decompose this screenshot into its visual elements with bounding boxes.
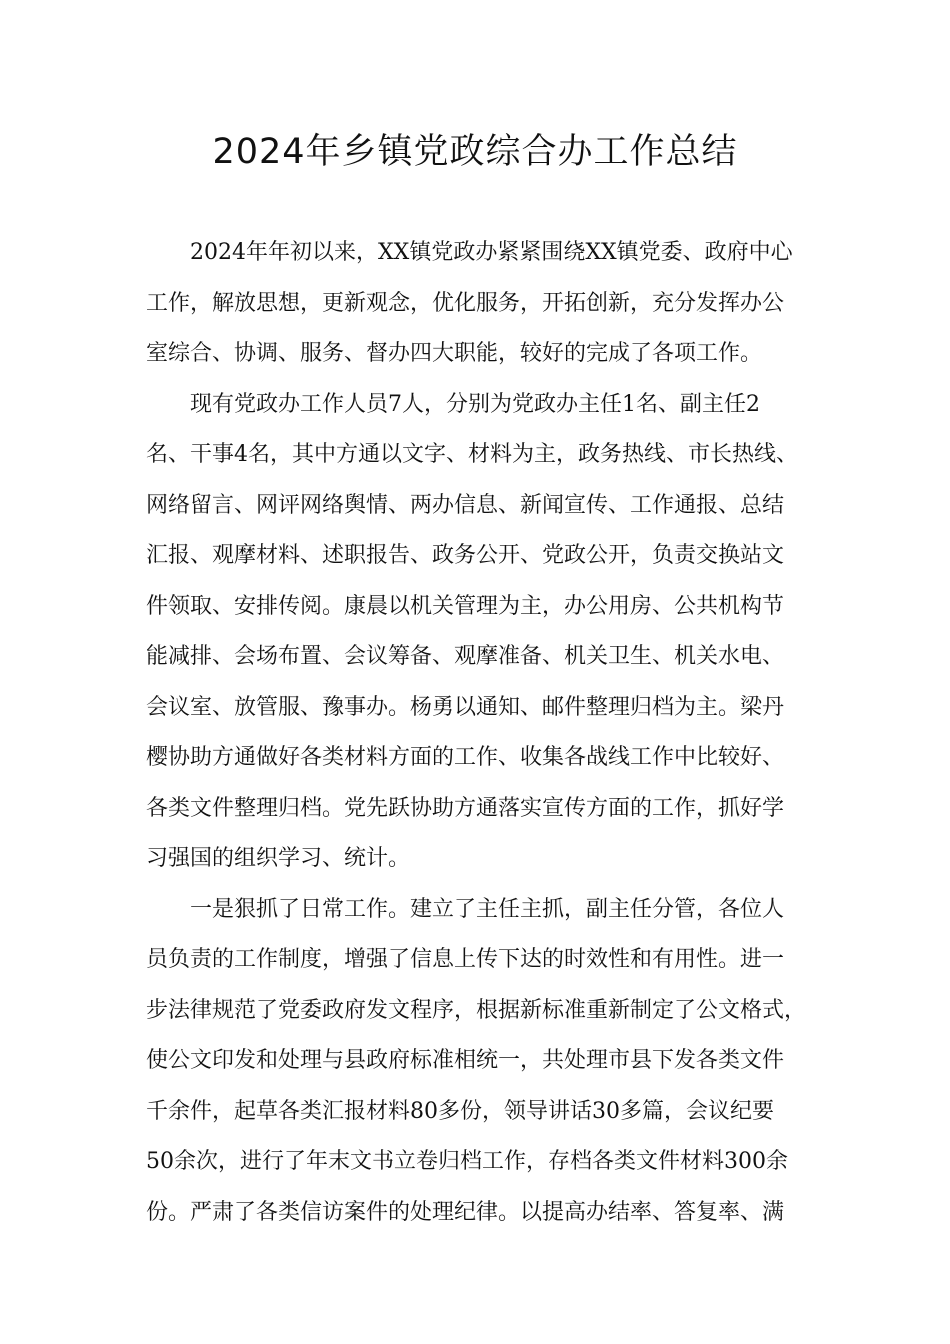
paragraph-line: 一是狠抓了日常工作。建立了主任主抓，副主任分管，各位人 — [190, 896, 785, 922]
document-body — [146, 228, 826, 1238]
paragraph-line: 能减排、会场布置、会议筹备、观摩准备、机关卫生、机关水电、 — [146, 644, 785, 669]
paragraph-staff — [146, 380, 826, 885]
paragraph-line: 现有党政办工作人员7人，分别为党政办主任1名、副主任2 — [190, 391, 760, 417]
paragraph-line: 网络留言、网评网络舆情、两办信息、新闻宣传、工作通报、总结 — [146, 492, 785, 518]
paragraph-line: 习强国的组织学习、统计。 — [146, 846, 411, 871]
paragraph-line: 名、干事4名，其中方通以文字、材料为主，政务热线、市长热线、 — [146, 442, 798, 467]
paragraph-line: 千余件，起草各类汇报材料80多份，领导讲话30多篇，会议纪要 — [146, 1098, 774, 1124]
paragraph-line: 步法律规范了党委政府发文程序，根据新标准重新制定了公文格式， — [146, 997, 807, 1023]
paragraph-intro — [146, 228, 826, 380]
paragraph-line: 室综合、协调、服务、督办四大职能，较好的完成了各项工作。 — [146, 341, 763, 366]
paragraph-line: 汇报、观摩材料、述职报告、政务公开、党政公开，负责交换站文 — [146, 543, 785, 568]
paragraph-line: 会议室、放管服、豫事办。杨勇以通知、邮件整理归档为主。梁丹 — [146, 694, 785, 720]
paragraph-line: 樱协助方通做好各类材料方面的工作、收集各战线工作中比较好、 — [146, 745, 785, 770]
paragraph-line: 各类文件整理归档。党先跃协助方通落实宣传方面的工作，抓好学 — [146, 795, 785, 821]
paragraph-daily-work — [146, 885, 826, 1239]
paragraph-line: 2024年年初以来，XX镇党政办紧紧围绕XX镇党委、政府中心 — [190, 240, 793, 265]
paragraph-line: 员负责的工作制度，增强了信息上传下达的时效性和有用性。进一 — [146, 947, 785, 972]
paragraph-line: 份。严肃了各类信访案件的处理纪律。以提高办结率、答复率、满 — [146, 1199, 785, 1225]
document-title: 2024年乡镇党政综合办工作总结 — [212, 132, 738, 172]
paragraph-line: 使公文印发和处理与县政府标准相统一，共处理市县下发各类文件 — [146, 1048, 785, 1073]
paragraph-line: 50余次，进行了年末文书立卷归档工作，存档各类文件材料300余 — [146, 1149, 788, 1174]
paragraph-line: 件领取、安排传阅。康晨以机关管理为主，办公用房、公共机构节 — [146, 593, 785, 619]
paragraph-line: 工作，解放思想，更新观念，优化服务，开拓创新，充分发挥办公 — [146, 290, 785, 316]
